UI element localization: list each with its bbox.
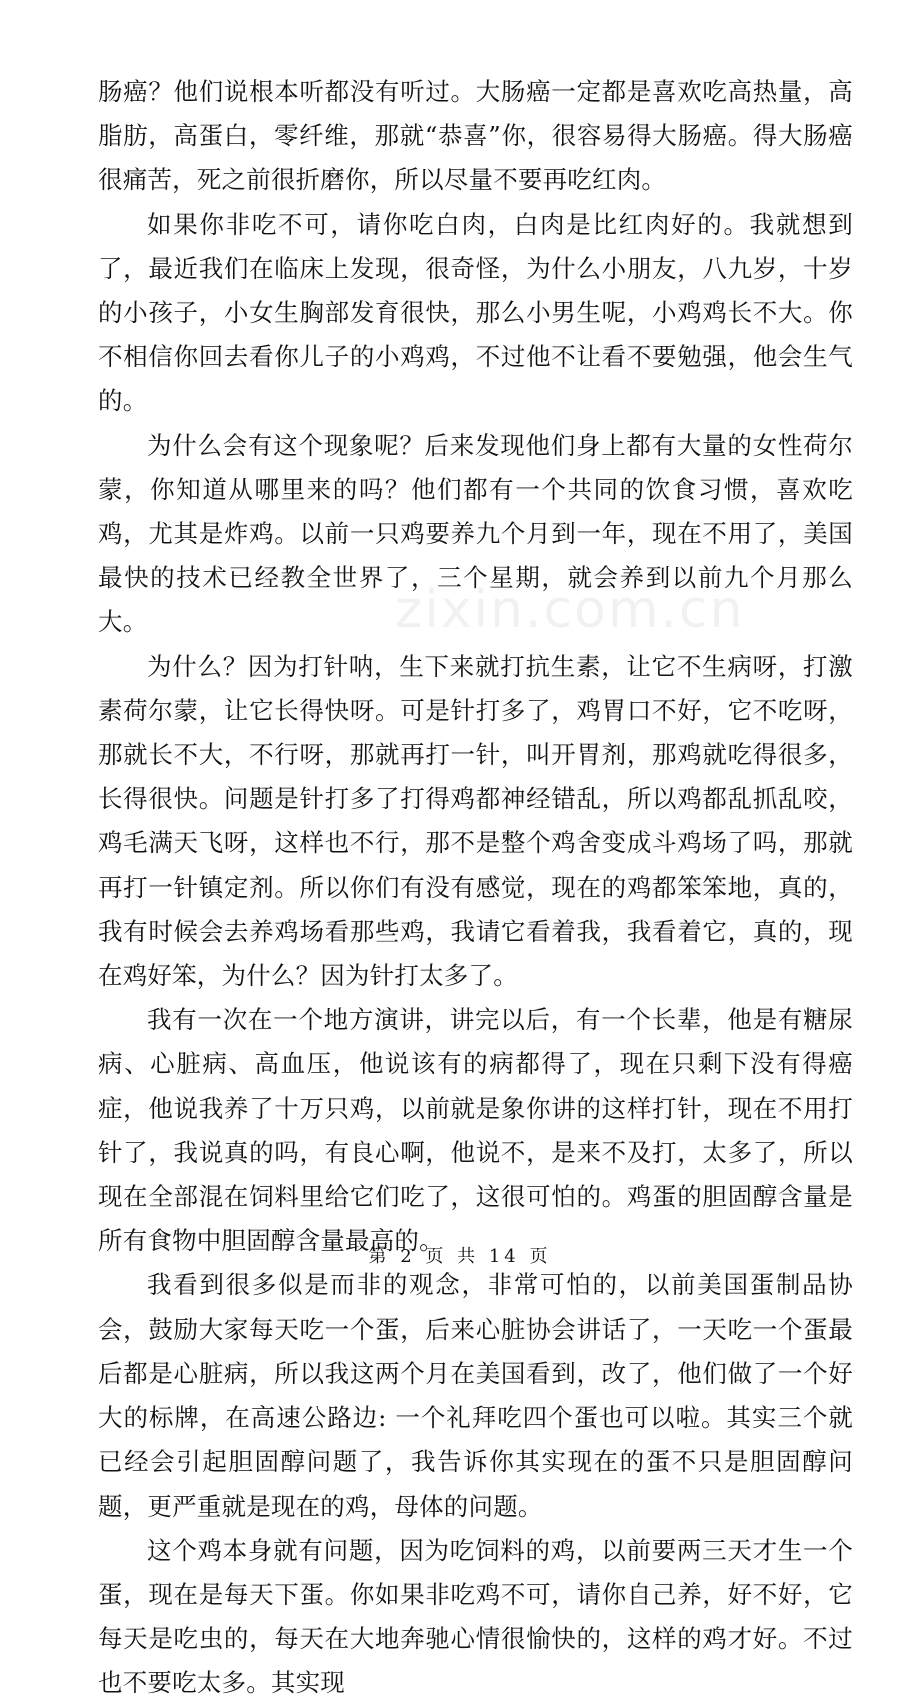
page-number-footer: 第 2 页 共 14 页	[368, 1246, 552, 1267]
paragraph-3: 为什么会有这个现象呢？后来发现他们身上都有大量的女性荷尔蒙，你知道从哪里来的吗？他们都有一个共同的饮食习惯，喜欢吃鸡，尤其是炸鸡。以前一只鸡要养九个月到一年，现在不用了，美国最快的技术已经教全世界了，三个星期，就会养到以前九个月那么大。	[98, 430, 853, 637]
watermark: zixin.com.cn	[395, 580, 745, 640]
document-body	[98, 70, 853, 1706]
paragraph-6: 我看到很多似是而非的观念，非常可怕的，以前美国蛋制品协会，鼓励大家每天吃一个蛋，后来心脏协会讲话了，一天吃一个蛋最后都是心脏病，所以我这两个月在美国看到，改了，他们做了一个好大的标牌，在高速公路边: 一个礼拜吃四个蛋也可以啦。其实三个就已经会引起胆固醇问题了，我告诉你其实现在的蛋不只是胆固醇问题，更严重就是现在的鸡，母体的问题。	[98, 1270, 853, 1521]
paragraph-5: 我有一次在一个地方演讲，讲完以后，有一个长辈，他是有糖尿病、心脏病、高血压，他说该有的病都得了，现在只剩下没有得癌症，他说我养了十万只鸡，以前就是象你讲的这样打针，现在不用打针了，我说真的吗，有良心啊，他说不，是来不及打，太多了，所以现在全部混在饲料里给它们吃了，这很可怕的。鸡蛋的胆固醇含量是所有食物中胆固醇含量最高的。	[98, 1005, 853, 1256]
paragraph-4: 为什么？因为打针呐，生下来就打抗生素，让它不生病呀，打激素荷尔蒙，让它长得快呀。可是针打多了，鸡胃口不好，它不吃呀，那就长不大，不行呀，那就再打一针，叫开胃剂，那鸡就吃得很多，长得很快。问题是针打多了打得鸡都神经错乱，所以鸡都乱抓乱咬，鸡毛满天飞呀，这样也不行，那不是整个鸡舍变成斗鸡场了吗，那就再打一针镇定剂。所以你们有没有感觉，现在的鸡都笨笨地，真的，我有时候会去养鸡场看那些鸡，我请它看着我，我看着它，真的，现在鸡好笨，为什么？因为针打太多了。	[98, 651, 853, 991]
paragraph-1: 肠癌？他们说根本听都没有听过。大肠癌一定都是喜欢吃高热量，高脂肪，高蛋白，零纤维，那就“恭喜”你，很容易得大肠癌。得大肠癌很痛苦，死之前很折磨你，所以尽量不要再吃红肉。	[98, 77, 853, 195]
paragraph-2: 如果你非吃不可，请你吃白肉，白肉是比红肉好的。我就想到了，最近我们在临床上发现，很奇怪，为什么小朋友，八九岁，十岁的小孩子，小女生胸部发育很快，那么小男生呢，小鸡鸡长不大。你不相信你回去看你儿子的小鸡鸡，不过他不让看不要勉强，他会生气的。	[98, 209, 853, 416]
paragraph-7: 这个鸡本身就有问题，因为吃饲料的鸡，以前要两三天才生一个蛋，现在是每天下蛋。你如果非吃鸡不可，请你自己养，好不好，它每天是吃虫的，每天在大地奔驰心情很愉快的，这样的鸡才好。不过也不要吃太多。其实现	[98, 1535, 853, 1698]
